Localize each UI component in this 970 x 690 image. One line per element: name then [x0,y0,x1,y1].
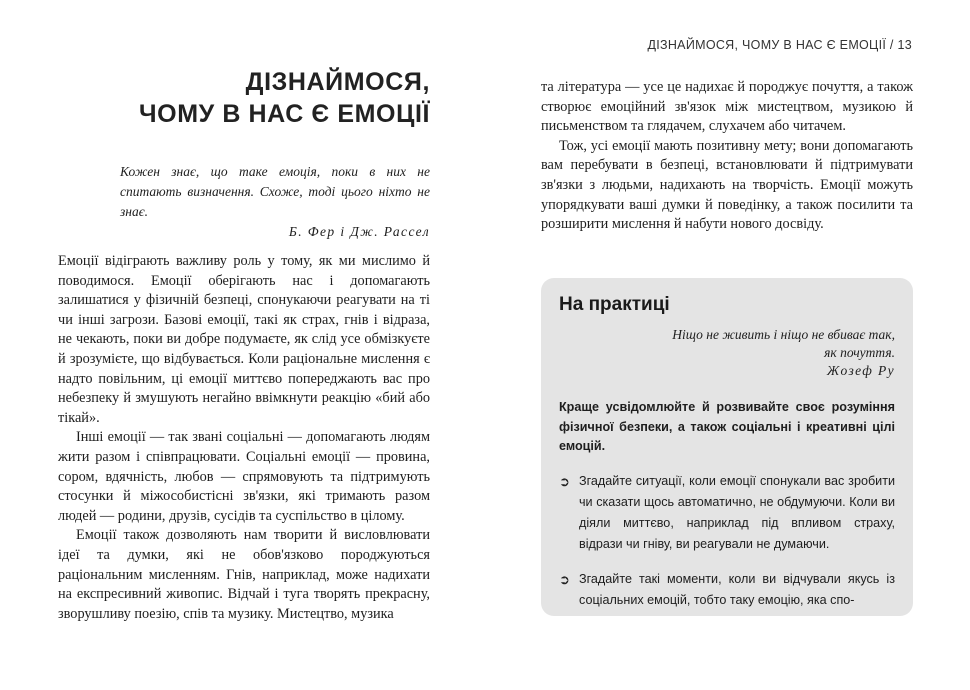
practice-quote-author: Жозеф Ру [826,363,895,378]
chapter-title-line1: ДІЗНАЙМОСЯ, [245,68,430,96]
practice-lead: Краще усвідомлюйте й розвивайте своє розуміння фізичної безпеки, а також соціальні і креативні цілі емоцій. [559,400,895,453]
practice-quote-line: Ніщо не живить і ніщо не вбиває так, [672,327,895,342]
practice-item-text: Згадайте ситуації, коли емоції спонукали вас зробити чи сказати щось автоматично, не обдумуючи. Коли ви діяли миттєво, наприклад під впливом страху, відрази чи гніву, ви реагували не думаючи. [579,473,895,551]
running-separator: / [886,38,898,52]
arrow-bullet-icon: ➲ [559,473,570,489]
page-number: 13 [897,38,912,52]
epigraph [120,162,430,242]
paragraph: Емоції також дозволяють нам творити й висловлювати ідеї та думки, які не обов'язково породжуються раціональним мисленням. Гнів, наприклад, може надихати на експресивний живопис. Відчай і туга творять прекрасну, зворушливу поезію, спів та музику. Мистецтво, музика [58,527,430,622]
running-title: ДІЗНАЙМОСЯ, ЧОМУ В НАС Є ЕМОЦІЇ [647,38,887,52]
practice-item [559,471,895,555]
practice-heading: На практиці [559,294,670,315]
practice-quote [559,326,895,362]
continued-text [541,78,913,235]
practice-box [541,278,913,616]
paragraph: Тож, усі емоції мають позитивну мету; вони допомагають вам перебувати в безпеці, встановлювати й підтримувати зв'язки з людьми, надихають на творчість. Емоції можуть упорядкувати ваші думки й поведінку, а також посилити та розширити мислення й набути нового досвіду. [541,137,913,233]
epigraph-quote: Кожен знає, що таке емоція, поки в них не спитають визначення. Схоже, тоді цього ніхто не знає. [120,164,430,219]
running-head [647,38,912,52]
chapter-title-line2: ЧОМУ В НАС Є ЕМОЦІЇ [138,100,430,128]
practice-quote-line: як почуття. [824,345,895,360]
paragraph: Інші емоції — так звані соціальні — допомагають людям жити разом і співпрацювати. Соціальні емоції — провина, сором, вдячність, любов — спрямовують та підтримують стосунки й міжособистісні зв'язки, які тримають разом людей — родини, друзів, сусідів та суспільство в цілому. [58,429,430,524]
chapter-title [58,66,430,130]
body-text [58,252,430,624]
arrow-bullet-icon: ➲ [559,571,570,587]
paragraph-continuation: та література — усе це надихає й породжує почуття, а також створює емоційний зв'язок між мистецтвом, музикою й письменством та глядачем, слухачем або читачем. [541,79,913,135]
paragraph: Емоції відіграють важливу роль у тому, як ми мислимо й поводимося. Емоції оберігають нас і допомагають залишатися у фізичній безпеці, спонукаючи реагувати на ті чи інші загрози. Базові емоції, такі як страх, гнів і відраза, не чекають, поки ви добре подумаєте, як слід усе обмізкуєте й зрозумієте, що відбувається. Коли раціональне мислення є надто повільним, ці емоції миттєво попереджають вас про небезпеку й змушують негайно ввімкнути реакцію «бий або тікай». [58,253,430,426]
practice-item [559,569,895,611]
practice-item-text: Згадайте такі моменти, коли ви відчували якусь із соціальних емоцій, тобто таку емоцію, яка спо- [579,571,895,607]
epigraph-author: Б. Фер і Дж. Рассел [288,224,430,239]
